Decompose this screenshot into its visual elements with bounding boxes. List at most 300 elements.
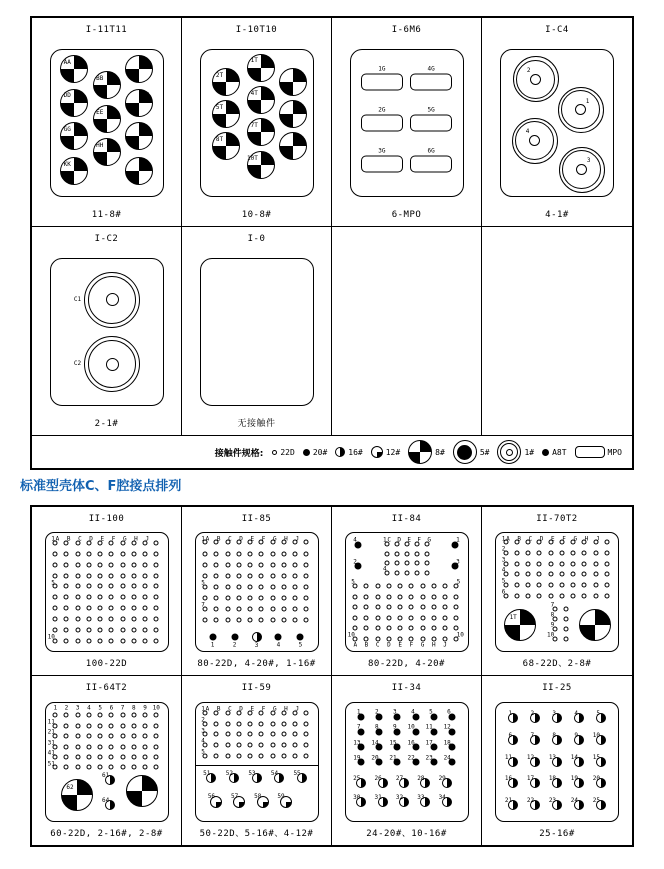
contact-22d <box>120 765 125 770</box>
contact-label: 3 <box>393 708 397 716</box>
contact-label: 5 <box>201 579 205 587</box>
panel-title: I-11T11 <box>85 25 128 35</box>
contact-22d <box>143 595 148 600</box>
contact-22d <box>270 595 275 600</box>
contact-22d <box>537 561 542 566</box>
contact-20 <box>429 708 437 720</box>
contact-22d <box>443 584 448 589</box>
contact-22d <box>214 618 219 623</box>
contact-22d <box>214 742 219 747</box>
contact-label: 3 <box>586 157 591 165</box>
contact-22d <box>454 626 459 631</box>
contact-16 <box>335 447 345 457</box>
contact-22d <box>443 615 448 620</box>
panel-title: II-70T2 <box>536 514 578 524</box>
contact-label: 21 <box>389 754 397 762</box>
contact-22d <box>120 535 127 546</box>
contact-label: E <box>398 641 402 649</box>
contact-22d <box>248 721 253 726</box>
contact-16 <box>504 797 518 810</box>
contact-label: 5 <box>456 578 461 586</box>
legend-item-A8T <box>542 448 566 457</box>
contact-22d <box>304 742 309 747</box>
contact-22d <box>86 573 91 578</box>
contact-label: 5T <box>215 104 224 112</box>
contact-label: 1 <box>382 536 387 544</box>
contact-22d <box>248 705 255 716</box>
contact-22d <box>98 584 103 589</box>
contact-22d <box>143 638 148 643</box>
contact-16 <box>574 731 584 745</box>
contact-22d <box>347 631 358 649</box>
contact-label: 2T <box>598 614 606 622</box>
contact-22d <box>86 744 91 749</box>
contact-label: H <box>432 641 436 649</box>
contact-label: 31 <box>47 739 55 747</box>
contact-22d <box>143 755 148 760</box>
insert-area <box>482 35 632 211</box>
contact-22d <box>47 633 58 643</box>
insert-area <box>32 693 181 830</box>
contact-label: 3 <box>501 556 506 564</box>
contact-22d <box>270 606 275 611</box>
contact-22d <box>386 636 391 649</box>
contact-22d <box>304 584 309 589</box>
contact-22d <box>64 755 69 760</box>
contact-label: 13 <box>548 753 557 761</box>
contact-20 <box>303 449 310 456</box>
contact-22d <box>86 617 91 622</box>
contact-22d <box>293 705 300 716</box>
contact-label: 22 <box>526 797 535 805</box>
contact-22d <box>51 579 58 589</box>
contact-22d <box>293 618 298 623</box>
contact-20 <box>443 739 455 750</box>
contact-22d <box>559 561 564 566</box>
contact-22d <box>259 732 264 737</box>
contact-22d <box>548 572 553 577</box>
contact-22d <box>281 562 286 567</box>
contact-22d <box>550 601 557 611</box>
contact-22d <box>420 584 425 589</box>
panel-caption: 11-8# <box>91 210 122 220</box>
contact-22d <box>154 573 159 578</box>
contact-22d <box>203 573 208 578</box>
contact-label: J <box>295 705 300 713</box>
contact-label: J <box>595 535 600 543</box>
contact-22d <box>604 540 609 545</box>
panel-I-C2 <box>32 227 182 436</box>
contact-22d <box>501 556 508 566</box>
contact-label: 1 <box>51 535 55 543</box>
contact-22d <box>86 595 91 600</box>
contact-22d <box>382 565 389 576</box>
contact-22d <box>501 566 508 577</box>
contact-20 <box>356 723 365 735</box>
contact-22d <box>259 551 264 556</box>
contact-label: 28 <box>417 774 425 782</box>
contact-22d <box>75 535 82 546</box>
contact-22d <box>109 627 114 632</box>
contact-22d <box>47 760 58 770</box>
contact-label: 3 <box>254 641 259 649</box>
contact-22d <box>431 605 436 610</box>
contact-22d <box>571 535 578 545</box>
contact-label: A <box>506 535 510 543</box>
contact-label: 4 <box>201 737 205 745</box>
contact-22d <box>375 594 380 599</box>
contact-22d <box>214 753 219 758</box>
contact-22d <box>131 535 138 546</box>
contact-1-coax <box>73 272 140 328</box>
contact-22d <box>248 753 253 758</box>
contact-12 <box>371 446 383 458</box>
contact-22d <box>409 636 414 649</box>
contact-22d <box>248 732 253 737</box>
contact-label: 5 <box>98 704 102 712</box>
contact-16 <box>508 731 518 745</box>
contact-20 <box>297 633 304 649</box>
contact-22d <box>382 536 391 546</box>
contact-16 <box>526 775 540 788</box>
contact-22d <box>353 626 358 631</box>
contact-22d <box>236 573 241 578</box>
contact-22d <box>398 626 403 631</box>
contact-label: 17 <box>526 775 535 783</box>
contact-label: 3T <box>296 72 304 79</box>
contact-label: 2 <box>526 66 531 74</box>
contact-label: 9 <box>574 731 578 739</box>
contact-22d <box>398 636 403 649</box>
contact-22d <box>548 535 555 545</box>
contact-label: 4 <box>411 708 415 716</box>
contact-22d <box>64 734 69 739</box>
panel-II-34 <box>332 676 482 845</box>
contact-8-fiber <box>125 89 153 117</box>
contact-22d <box>75 551 80 556</box>
contact-label: 1 <box>201 705 205 713</box>
contact-20 <box>447 708 455 720</box>
contact-22d <box>154 541 159 546</box>
contact-16 <box>592 753 606 767</box>
contact-22d <box>424 536 431 546</box>
contact-label: 21 <box>504 797 513 805</box>
empty-cell <box>482 227 632 436</box>
contact-22d <box>604 561 609 566</box>
contact-label: 6 <box>447 708 451 716</box>
contact-22d <box>131 755 136 760</box>
contact-label: KK <box>63 161 71 169</box>
contact-22d <box>131 744 136 749</box>
contact-22d <box>75 595 80 600</box>
contact-16 <box>552 709 562 723</box>
contact-label: 9 <box>143 704 147 712</box>
contact-22d <box>143 627 148 632</box>
contact-label: G <box>420 641 425 649</box>
contact-22d <box>409 605 414 610</box>
contact-label: 7T <box>250 121 258 129</box>
contact-8-fiber <box>279 132 307 160</box>
contact-22d <box>120 638 125 643</box>
contact-22d <box>409 594 414 599</box>
contact-22d <box>203 562 208 567</box>
contact-22d <box>154 584 159 589</box>
contact-22d <box>364 605 369 610</box>
contact-22d <box>304 540 309 545</box>
contact-22d <box>420 636 425 649</box>
contact-label: E <box>551 535 555 543</box>
contact-label: H <box>584 535 589 543</box>
contact-22d <box>270 562 275 567</box>
contact-22d <box>201 748 208 758</box>
contact-22d <box>548 593 553 598</box>
contact-22d <box>225 618 230 623</box>
contact-label: G <box>427 536 431 544</box>
contact-22d <box>214 535 221 545</box>
contact-label: 8 <box>550 611 555 619</box>
contact-label: E <box>407 536 411 544</box>
insert-outline <box>195 702 319 822</box>
contact-22d <box>563 636 568 641</box>
contact-label: 20 <box>371 754 379 762</box>
contact-22d <box>154 627 159 632</box>
contact-22d <box>559 551 564 556</box>
contact-8-fiber <box>247 151 275 179</box>
contact-20 <box>353 754 365 765</box>
legend-item-8 <box>408 440 445 464</box>
contact-22d <box>75 765 80 770</box>
contact-22d <box>131 606 136 611</box>
contact-label: G <box>272 705 277 713</box>
contact-8-fiber <box>247 86 275 114</box>
contact-label: G <box>272 535 277 543</box>
contact-8-fiber <box>60 55 88 83</box>
contact-22d <box>109 535 116 546</box>
contact-8-fiber <box>93 138 121 166</box>
contact-22d <box>293 742 298 747</box>
contact-22d <box>563 606 568 611</box>
contact-mpo <box>410 65 452 91</box>
contact-20 <box>389 754 401 765</box>
legend-item-5 <box>453 440 490 464</box>
contact-label: G <box>573 535 578 543</box>
contact-label: 19 <box>570 775 578 783</box>
contact-label: E <box>100 535 105 543</box>
panel-caption: 无接触件 <box>237 419 276 429</box>
contact-22d <box>409 584 414 589</box>
contact-22d <box>270 535 277 545</box>
contact-22d <box>559 535 566 545</box>
contact-22d <box>604 582 609 587</box>
legend-item-20 <box>303 448 327 457</box>
contact-22d <box>143 606 148 611</box>
contact-22d <box>109 584 114 589</box>
contact-20 <box>425 739 437 750</box>
contact-22d <box>431 615 436 620</box>
contact-22d <box>236 732 241 737</box>
contact-22d <box>259 705 266 716</box>
contact-22d <box>304 721 309 726</box>
contact-label: 21 <box>47 728 55 736</box>
contact-label: 16 <box>407 739 415 747</box>
insert-outline <box>195 532 319 652</box>
contact-label: BB <box>96 74 104 82</box>
contact-22d <box>582 535 589 545</box>
contact-8-fiber <box>579 609 611 641</box>
contact-label: D <box>397 536 401 544</box>
contact-22d <box>120 704 125 718</box>
contact-22d <box>131 617 136 622</box>
contact-22d <box>248 551 253 556</box>
contact-label: 17 <box>425 739 433 747</box>
contact-22d <box>109 744 114 749</box>
contact-8-fiber <box>125 157 153 185</box>
contact-22d <box>248 618 253 623</box>
contact-16 <box>438 793 452 807</box>
contact-22d <box>143 734 148 739</box>
contact-label: 3 <box>456 558 460 566</box>
contact-22d <box>120 744 125 749</box>
contact-label: 5 <box>501 577 506 585</box>
contact-22d <box>75 755 80 760</box>
contact-20 <box>407 723 419 735</box>
contact-label: 5 <box>429 708 433 716</box>
contact-mpo <box>361 106 403 132</box>
contact-22d <box>143 704 148 718</box>
panel-title: I-0 <box>247 234 266 244</box>
contact-label: H <box>284 705 288 713</box>
contact-label: 4G <box>427 65 435 73</box>
contact-label: J <box>145 535 150 543</box>
contact-8-fiber <box>279 68 307 96</box>
contact-22d <box>593 582 598 587</box>
contact-22d <box>236 753 241 758</box>
contact-mpo <box>361 65 403 91</box>
contact-22d <box>559 582 564 587</box>
contact-22d <box>109 551 114 556</box>
legend-item-label: 12# <box>385 447 401 457</box>
contact-22d <box>270 573 275 578</box>
contact-22d <box>120 627 125 632</box>
contact-label: 10 <box>152 704 160 712</box>
contact-22d <box>420 605 425 610</box>
contact-22d <box>563 626 568 631</box>
insert-arrangement-table-bottom <box>30 505 634 847</box>
contact-label: 9T <box>296 136 304 144</box>
contact-label: 3 <box>201 727 205 734</box>
contact-label: 1 <box>456 536 460 544</box>
contact-label: A <box>205 705 210 713</box>
contact-22d <box>409 615 414 620</box>
contact-22d <box>375 584 380 589</box>
contact-22d <box>109 755 114 760</box>
contact-label: LL <box>142 161 150 169</box>
contact-22d <box>259 618 264 623</box>
contact-22d <box>131 704 136 718</box>
contact-22d <box>248 595 253 600</box>
contact-22d <box>64 595 69 600</box>
contact-label: 4 <box>276 641 281 649</box>
contact-label: B <box>517 535 521 543</box>
insert-area <box>482 524 632 660</box>
insert-area <box>482 693 632 830</box>
contact-22d <box>214 705 221 716</box>
contact-22d <box>414 536 421 546</box>
contact-22d <box>281 732 286 737</box>
contact-label: 57 <box>230 793 239 801</box>
contact-22d <box>143 551 148 556</box>
contact-22d <box>404 536 411 546</box>
contact-label: D <box>239 535 243 543</box>
contact-22d <box>109 638 114 643</box>
contact-22d <box>143 535 150 546</box>
contact-22d <box>86 704 91 718</box>
contact-22d <box>259 742 264 747</box>
contact-16 <box>203 770 216 783</box>
insert-outline <box>500 49 614 197</box>
contact-label: 4 <box>525 128 530 136</box>
contact-label: 4 <box>501 566 506 574</box>
contact-22d <box>120 584 125 589</box>
panel-II-59 <box>182 676 332 845</box>
contact-22d <box>236 584 241 589</box>
insert-area <box>332 693 481 830</box>
contact-22d <box>86 734 91 739</box>
contact-label: 11 <box>425 723 433 731</box>
panel-title: I-6M6 <box>391 25 422 35</box>
contact-22d <box>281 721 286 726</box>
contact-22d <box>236 551 241 556</box>
contact-22d <box>582 593 587 598</box>
contact-22d <box>548 582 553 587</box>
contact-22d <box>86 535 93 546</box>
contact-22d <box>409 626 414 631</box>
contact-22d <box>364 594 369 599</box>
contact-22d <box>225 705 232 716</box>
contact-8-fiber <box>93 71 121 99</box>
legend-item-label: 22D <box>280 447 295 457</box>
contact-label: 33 <box>417 793 425 801</box>
contact-22d <box>593 593 598 598</box>
contact-label: 41 <box>47 749 55 757</box>
contact-22d <box>571 593 576 598</box>
contact-22d <box>582 551 587 556</box>
contact-22d <box>514 572 519 577</box>
contact-16 <box>374 774 388 788</box>
contact-22d <box>414 551 419 556</box>
contact-22d <box>353 605 358 610</box>
contact-22d <box>143 584 148 589</box>
contact-label: 3G <box>378 147 386 155</box>
contact-16 <box>570 753 584 767</box>
contact-22d <box>98 744 103 749</box>
contact-label: 27 <box>395 774 404 782</box>
contact-22d <box>143 723 148 728</box>
contact-16 <box>417 793 430 807</box>
contact-22d <box>248 573 253 578</box>
contact-22d <box>398 584 403 589</box>
contact-label: 23 <box>548 797 557 805</box>
contact-22d <box>75 617 80 622</box>
contact-22d <box>203 551 208 556</box>
contact-16 <box>374 793 388 807</box>
contact-22d <box>214 595 219 600</box>
contact-22d <box>270 584 275 589</box>
contact-22d <box>424 571 429 576</box>
contact-22d <box>120 755 125 760</box>
contact-22d <box>420 594 425 599</box>
contact-spec-legend <box>32 436 632 468</box>
